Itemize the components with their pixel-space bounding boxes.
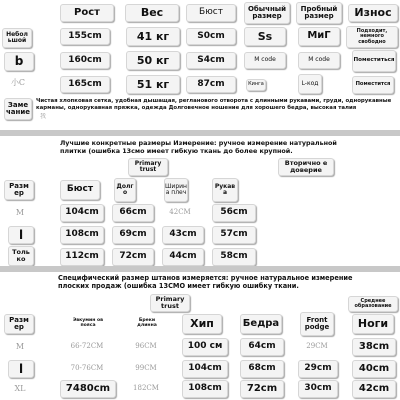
cell-thighs: 64cm: [240, 338, 284, 356]
cell-sleeve: 57cm: [212, 226, 256, 244]
size-table-1: [0, 0, 400, 136]
header-front-podge: Front podge: [300, 312, 334, 336]
cell-trial-size: L-код: [298, 74, 322, 94]
header-sleeve: Рукав а: [212, 178, 238, 202]
cell-regular-size: Ss: [244, 27, 286, 46]
size-table-3: [0, 272, 400, 400]
cell-bust: S4cm: [186, 52, 236, 69]
note-label: Заме чание: [4, 98, 32, 120]
cell-weight: 51 кг: [126, 75, 180, 94]
cell-length: 72cm: [112, 248, 154, 266]
header-length: Долг о: [114, 178, 136, 202]
cell-bust: 112cm: [60, 248, 104, 266]
note-text: Чистая хлопковая сетка, удобная дышащая, регланового отворота с длинными рукавами, груди, однорукавные карманы, однорукавная пряжка, одежда Долговечное ношение для хорошего бедра, высокая талия: [36, 98, 392, 111]
header-thighs: Бедра: [240, 314, 282, 334]
cell-shoulder-width: 44cm: [162, 248, 204, 266]
row-label-l: l: [8, 360, 34, 378]
cell-wear: Подходит, немного свободно: [346, 26, 398, 48]
cell-trouser-length: 182CM: [133, 384, 159, 393]
row-label-only: Толь ко: [8, 246, 34, 266]
cell-front-podge: 30cm: [298, 380, 338, 398]
cell-thighs: 68cm: [240, 360, 284, 378]
cell-regular-size: Кинга: [246, 79, 266, 91]
cell-wear: Поместиться: [352, 50, 396, 72]
cell-waist: 7480cm: [60, 380, 116, 398]
secondary-trust-label: Вторично е доверие: [278, 158, 334, 176]
cell-legs: 38cm: [352, 338, 396, 356]
cell-front-podge: 29cm: [298, 360, 338, 378]
row-label-m: M: [15, 207, 25, 217]
cell-trouser-length: 96CM: [135, 342, 157, 351]
table2-heading: Лучшие конкретные размеры Измерение: ручное измерение натуральной плитки (ошибка 13смо имеет гибкую ткань до более крупной.: [60, 139, 337, 155]
header-hip: Хип: [182, 314, 222, 334]
cell-waist: 66-72CM: [70, 342, 104, 351]
header-size: Разм ер: [4, 314, 34, 334]
cell-legs: 42cm: [352, 380, 396, 398]
row-label-xc: 小C: [10, 77, 26, 87]
header-bust: Бюст: [186, 4, 236, 22]
cell-shoulder-width: 42CM: [169, 208, 191, 217]
row-label-small: Небол ьшой: [2, 28, 32, 48]
cell-front-podge: 29CM: [306, 342, 328, 351]
cell-regular-size: M code: [244, 52, 286, 69]
cell-weight: 50 кг: [126, 51, 180, 70]
table3-heading: Специфический размер штанов измеряется: ручное натуральное измерение плоских продаж (ошибка 13СМО имеет гибкую ошибку ткани.: [58, 274, 353, 291]
cell-waist: 70-76CM: [70, 364, 104, 373]
cell-shoulder-width: 43cm: [162, 226, 204, 244]
cell-sleeve: 56cm: [212, 204, 256, 222]
cell-trial-size: M code: [298, 52, 340, 69]
secondary-education-label: Среднее образование: [348, 296, 398, 312]
row-label-m: M: [15, 341, 25, 351]
header-legs: Ноги: [352, 314, 394, 334]
note-tail: 我: [39, 113, 46, 121]
cell-length: 66cm: [112, 204, 154, 222]
row-label-b: b: [4, 52, 34, 71]
primary-trust-label: Primary trust: [150, 294, 190, 312]
header-trial-size: Пробный размер: [296, 2, 342, 24]
header-regular-size: Обычный размер: [244, 2, 290, 24]
cell-height: 160cm: [60, 52, 110, 69]
cell-trial-size: МиГ: [298, 27, 340, 46]
primary-trust-label: Primary trust: [128, 158, 168, 176]
cell-bust: 104cm: [60, 204, 104, 222]
header-bust: Бюст: [60, 180, 100, 200]
cell-bust: S0cm: [186, 28, 236, 45]
cell-bust: 87cm: [186, 76, 236, 93]
size-table-2: [0, 136, 400, 266]
header-weight: Вес: [125, 4, 179, 22]
header-shoulder-width: Ширин а плеч: [164, 178, 188, 202]
header-size: Разм ер: [4, 180, 34, 200]
header-waist: Эвкумин ов пояса: [72, 318, 104, 328]
cell-bust: 108cm: [60, 226, 104, 244]
cell-sleeve: 58cm: [212, 248, 256, 266]
header-trouser-length: Бреки длинна: [137, 318, 157, 328]
header-wear: Износ: [348, 4, 398, 22]
cell-wear: Поместится: [352, 76, 394, 94]
cell-height: 165cm: [60, 76, 110, 93]
cell-trouser-length: 99CM: [135, 364, 157, 373]
row-label-l: l: [8, 226, 34, 244]
cell-hip: 104cm: [182, 360, 228, 378]
row-label-xl: XL: [14, 383, 26, 393]
cell-legs: 40cm: [352, 360, 396, 378]
cell-hip: 108cm: [182, 380, 228, 398]
cell-thighs: 72cm: [240, 380, 284, 398]
cell-length: 69cm: [112, 226, 154, 244]
cell-height: 155cm: [60, 28, 110, 45]
cell-hip: 100 см: [182, 338, 228, 356]
header-height: Рост: [60, 4, 114, 22]
cell-weight: 41 кг: [126, 27, 180, 46]
